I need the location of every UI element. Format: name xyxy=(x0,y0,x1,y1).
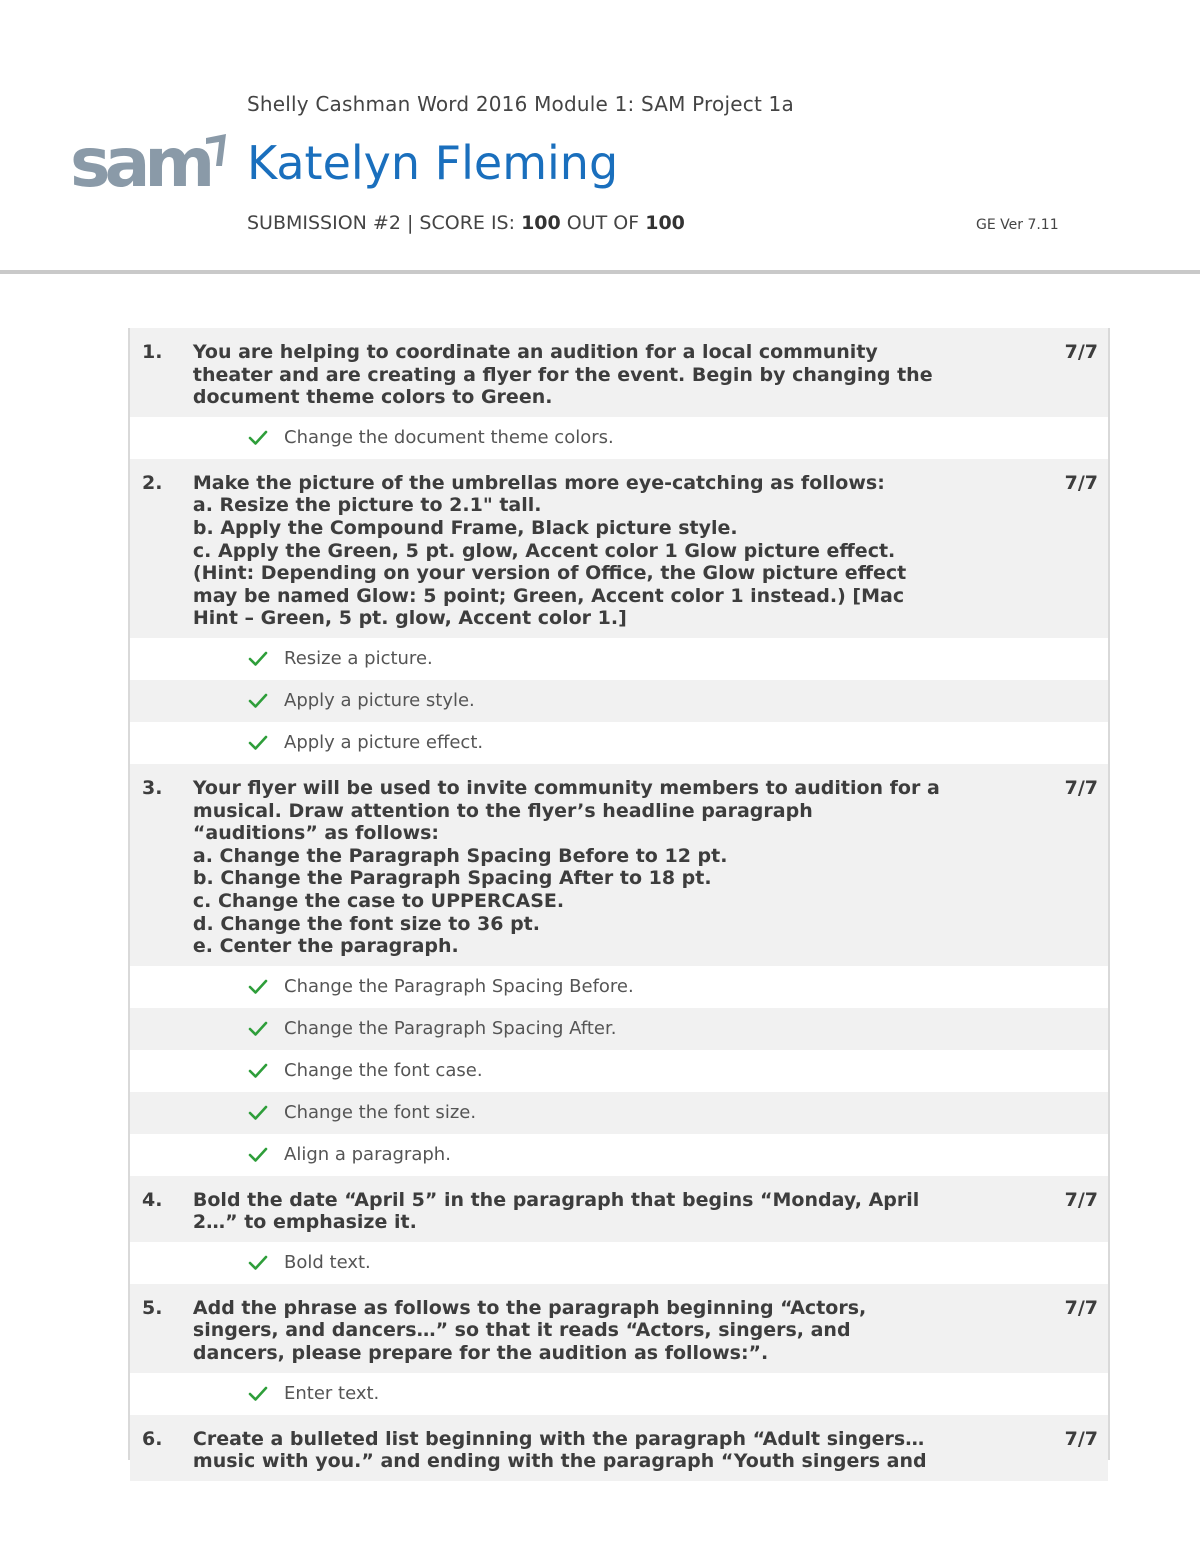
check-label: Change the font size. xyxy=(284,1102,477,1124)
task-number: 3. xyxy=(142,776,163,799)
checkmark-icon xyxy=(248,1063,268,1079)
task-instructions: Add the phrase as follows to the paragraph beginning “Actors, singers, and dancers…” so that it reads “Actors, singers, and dancers, please prepare for the audition as follows:”. xyxy=(192,1296,867,1365)
student-name: Katelyn Fleming xyxy=(247,136,619,190)
task-instructions: Create a bulleted list beginning with the paragraph “Adult singers… music with you.” and ending with the paragraph “Youth singers and xyxy=(192,1427,927,1473)
sam-logo xyxy=(70,124,230,203)
task-instructions: You are helping to coordinate an audition for a local community theater and are creating a flyer for the event. Begin by changing the document theme colors to Green. xyxy=(192,341,933,409)
check-item xyxy=(130,417,1108,459)
task-instructions: Bold the date “April 5” in the paragraph that begins “Monday, April 2…” to emphasize it. xyxy=(192,1188,920,1234)
checkmark-icon xyxy=(248,1147,268,1163)
check-label: Change the document theme colors. xyxy=(284,427,614,449)
task-row xyxy=(130,1415,1108,1481)
check-label: Change the Paragraph Spacing After. xyxy=(284,1018,617,1040)
task-score: 7/7 xyxy=(1064,341,1098,363)
check-label: Bold text. xyxy=(284,1252,371,1274)
checkmark-icon xyxy=(248,430,268,446)
max-score-value: 100 xyxy=(645,212,685,234)
task-row xyxy=(130,1176,1108,1242)
check-label: Align a paragraph. xyxy=(284,1144,451,1166)
check-label: Resize a picture. xyxy=(284,648,433,670)
task-row xyxy=(130,328,1108,417)
check-item xyxy=(130,1242,1108,1284)
checkmark-icon xyxy=(248,1105,268,1121)
check-item xyxy=(130,1092,1108,1134)
check-label: Change the font case. xyxy=(284,1060,483,1082)
check-label: Apply a picture style. xyxy=(284,690,475,712)
check-item xyxy=(130,1050,1108,1092)
checkmark-icon xyxy=(248,979,268,995)
task-score: 7/7 xyxy=(1064,1296,1098,1319)
task-score: 7/7 xyxy=(1064,776,1098,799)
task-score: 7/7 xyxy=(1064,1188,1098,1211)
task-instructions: Your flyer will be used to invite community members to audition for a musical. Draw attention to the flyer’s headline paragraph “auditions” as follows: a. Change the Paragraph Spacing Before to 12 pt. b. Change the Paragraph Spacing After to 18 pt. c. Change the case to UPPERCASE. d. Change the font size to 36 pt. e. Center the paragraph. xyxy=(192,776,940,958)
check-item xyxy=(130,1134,1108,1176)
check-item xyxy=(130,1373,1108,1415)
check-item xyxy=(130,638,1108,680)
sam-logo-text: sam xyxy=(70,124,210,203)
results-list xyxy=(128,328,1110,1473)
task-instructions: Make the picture of the umbrellas more eye-catching as follows: a. Resize the picture to 2.1" tall. b. Apply the Compound Frame, Black picture style. c. Apply the Green, 5 pt. glow, Accent color 1 Glow picture effect. (Hint: Depending on your version of Office, the Glow picture effect may be named Glow: 5 point; Green, Accent color 1 instead.) [Mac Hint – Green, 5 pt. glow, Accent color 1.] xyxy=(192,471,907,630)
task-number: 4. xyxy=(142,1188,163,1211)
check-label: Apply a picture effect. xyxy=(284,732,484,754)
version-label: GE Ver 7.11 xyxy=(976,217,1059,233)
check-item xyxy=(130,680,1108,722)
out-of-label: OUT OF xyxy=(560,212,646,234)
checkmark-icon xyxy=(248,735,268,751)
check-item xyxy=(130,722,1108,764)
checkmark-icon xyxy=(248,1021,268,1037)
score-value: 100 xyxy=(521,212,561,234)
checkmark-icon xyxy=(248,651,268,667)
task-row xyxy=(130,459,1108,638)
check-label: Change the Paragraph Spacing Before. xyxy=(284,976,634,998)
submission-label: SUBMISSION #2 | SCORE IS: xyxy=(247,212,522,234)
task-row xyxy=(130,764,1108,966)
task-row xyxy=(130,1284,1108,1373)
task-number: 6. xyxy=(142,1427,163,1450)
check-item xyxy=(130,1008,1108,1050)
task-number: 1. xyxy=(142,341,163,363)
header-divider xyxy=(0,270,1200,274)
task-score: 7/7 xyxy=(1064,1427,1098,1450)
task-number: 2. xyxy=(142,471,163,494)
task-number: 5. xyxy=(142,1296,163,1319)
course-title: Shelly Cashman Word 2016 Module 1: SAM Project 1a xyxy=(247,92,794,116)
checkmark-icon xyxy=(248,1386,268,1402)
checkmark-icon xyxy=(248,693,268,709)
score-summary xyxy=(247,212,685,234)
task-score: 7/7 xyxy=(1064,471,1098,494)
report-header xyxy=(0,0,1200,278)
check-label: Enter text. xyxy=(284,1383,380,1405)
check-item xyxy=(130,966,1108,1008)
checkmark-icon xyxy=(248,1255,268,1271)
